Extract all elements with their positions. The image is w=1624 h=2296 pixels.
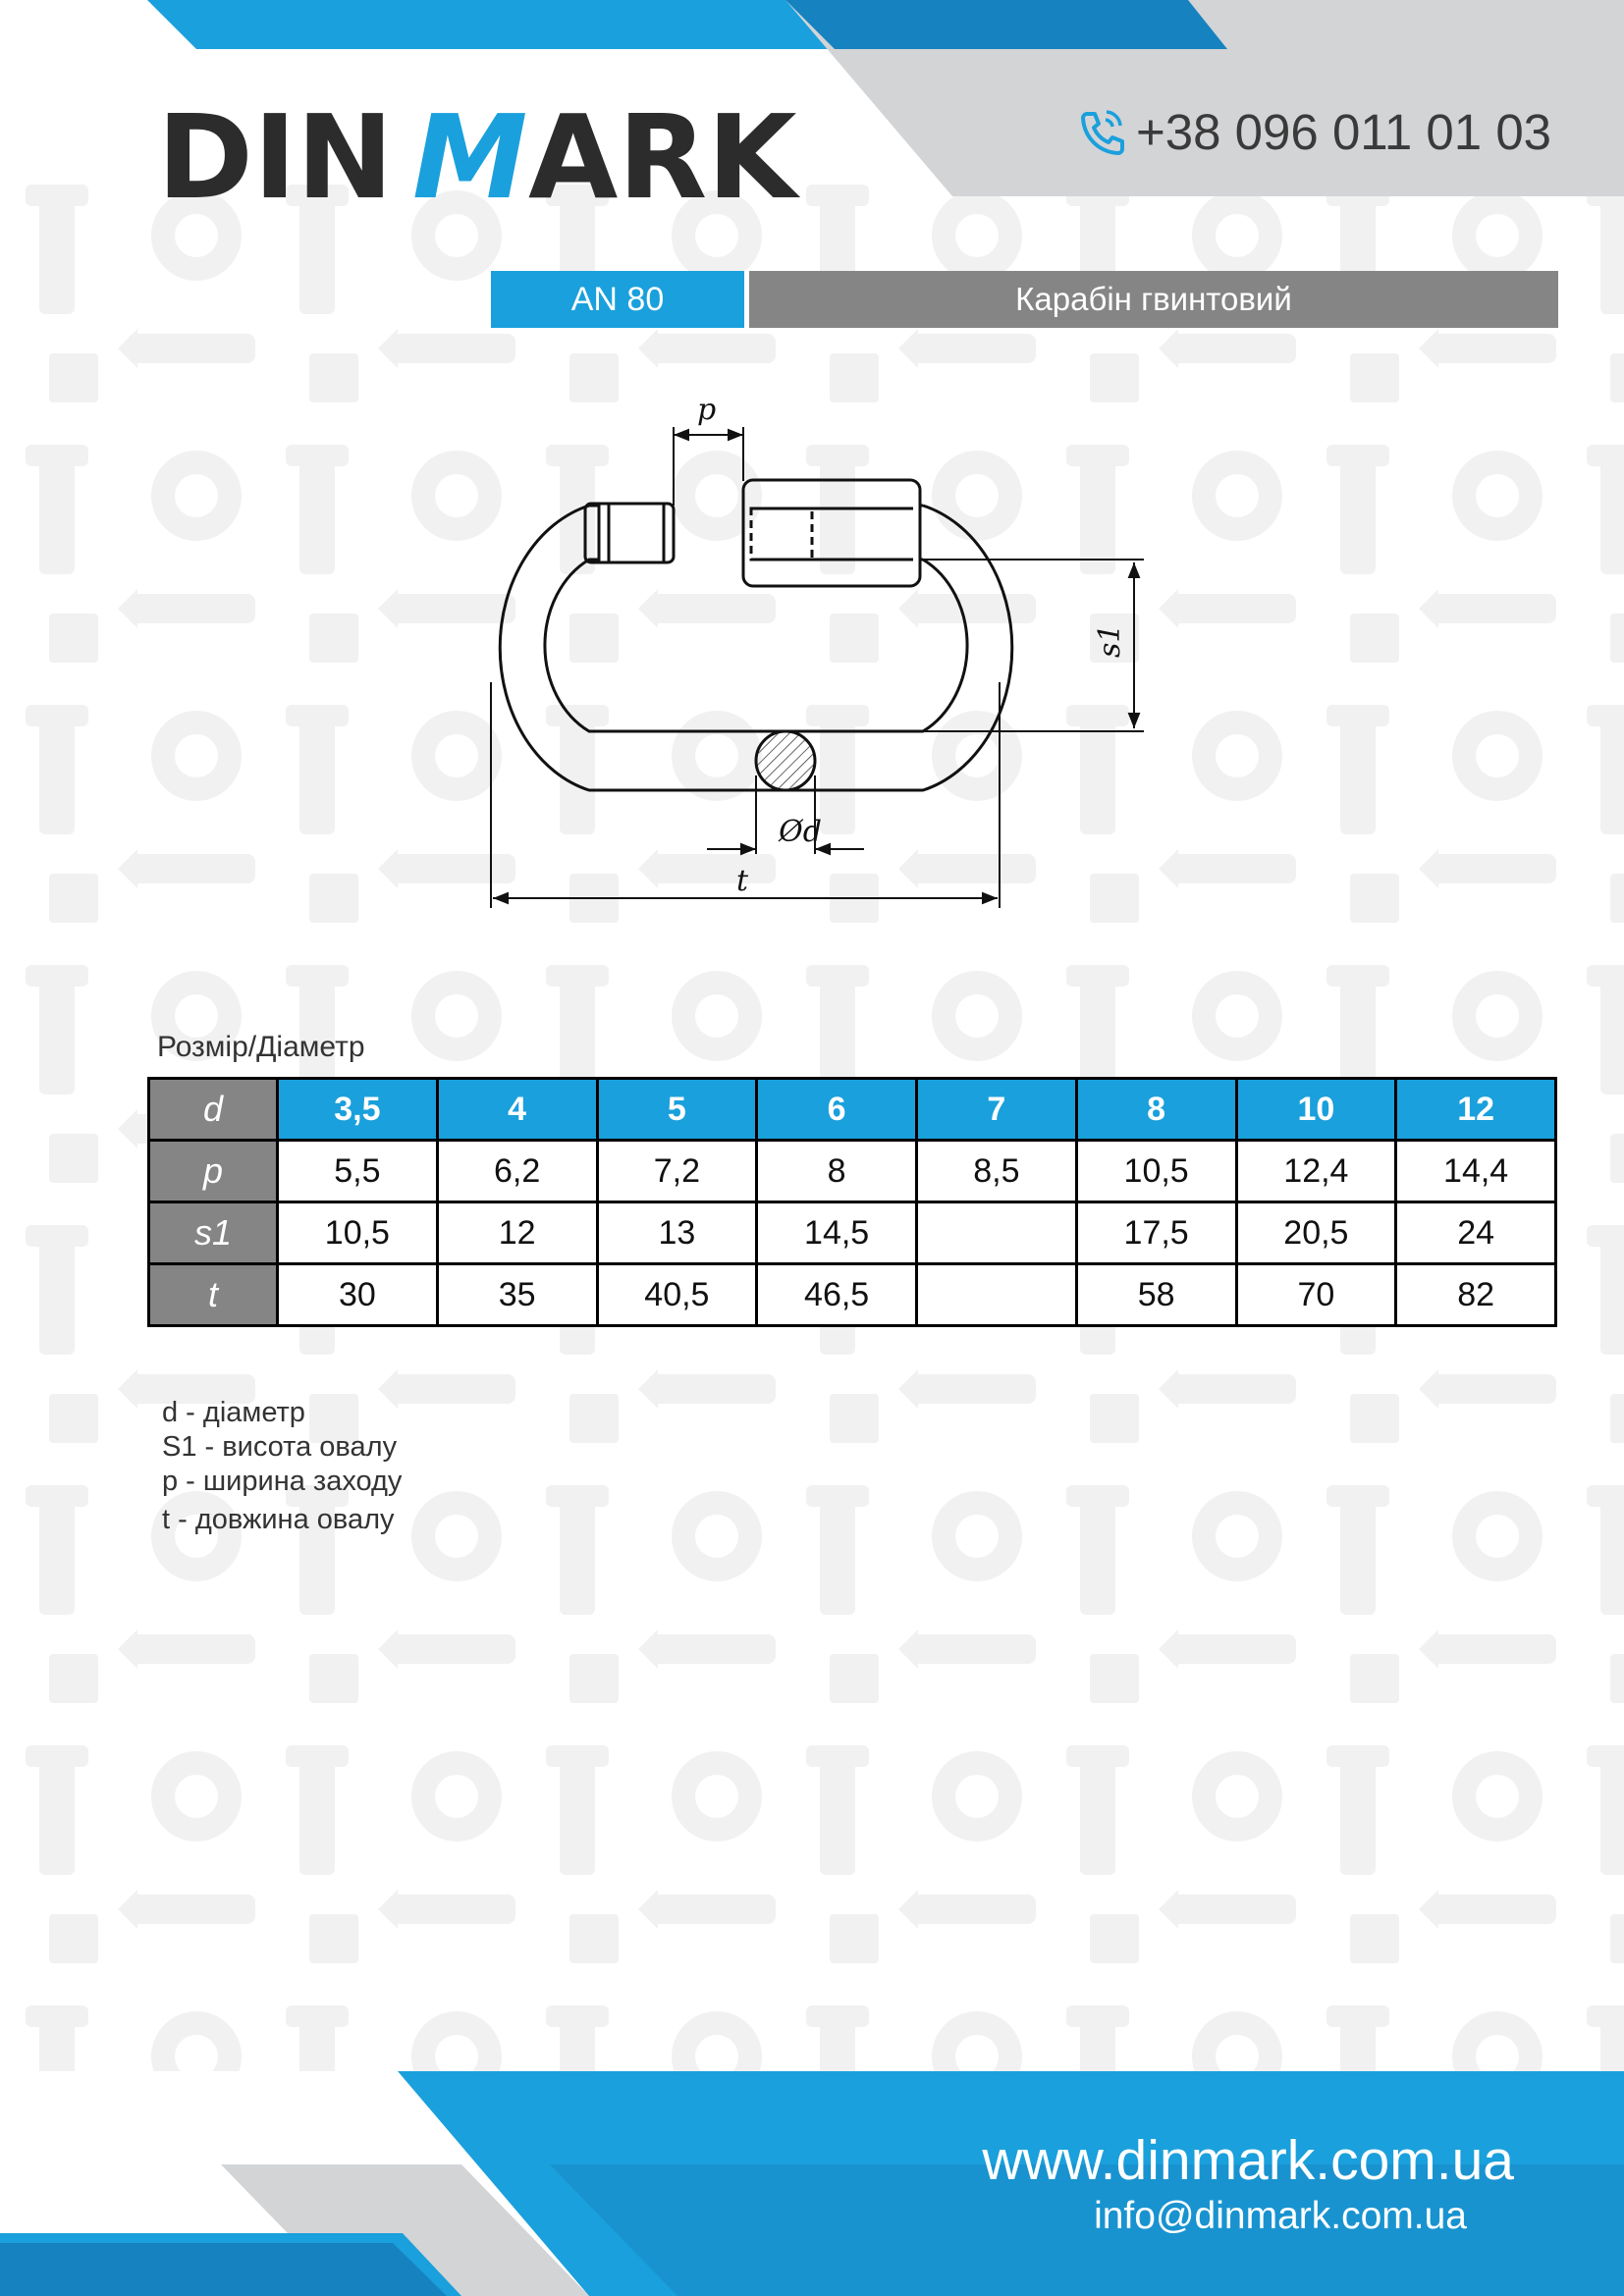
table-cell: [917, 1264, 1077, 1326]
size-header-cell: 6: [757, 1079, 917, 1141]
table-cell: 6,2: [437, 1141, 597, 1202]
table-row: [149, 1264, 1556, 1326]
phone-contact[interactable]: [1075, 102, 1551, 161]
table-cell: 70: [1236, 1264, 1396, 1326]
table-cell: 20,5: [1236, 1202, 1396, 1264]
table-cell: 8: [757, 1141, 917, 1202]
size-header-cell: 12: [1396, 1079, 1556, 1141]
table-cell: 30: [278, 1264, 438, 1326]
table-cell: 58: [1076, 1264, 1236, 1326]
row-header-cell: d: [149, 1079, 278, 1141]
table-cell: 10,5: [1076, 1141, 1236, 1202]
table-row: [149, 1141, 1556, 1202]
svg-text:ARK: ARK: [528, 104, 797, 212]
dim-label-d: Ød: [779, 815, 822, 849]
legend: [162, 1396, 402, 1537]
website-link[interactable]: www.dinmark.com.ua: [982, 2129, 1514, 2192]
size-header-cell: 7: [917, 1079, 1077, 1141]
size-header-cell: 4: [437, 1079, 597, 1141]
table-cell: 5,5: [278, 1141, 438, 1202]
table-cell: 40,5: [597, 1264, 757, 1326]
table-cell: 10,5: [278, 1202, 438, 1264]
svg-text:M: M: [412, 104, 528, 212]
size-header-cell: 5: [597, 1079, 757, 1141]
table-cell: 7,2: [597, 1141, 757, 1202]
table-cell: 35: [437, 1264, 597, 1326]
email-link[interactable]: info@dinmark.com.ua: [1094, 2195, 1467, 2237]
dim-label-p: p: [697, 393, 717, 427]
legend-item: S1 - висота овалу: [162, 1431, 398, 1463]
product-name: Карабін гвинтовий: [749, 271, 1558, 328]
phone-number: +38 096 011 01 03: [1136, 103, 1552, 160]
table-cell: 17,5: [1076, 1202, 1236, 1264]
table-cell: 8,5: [917, 1141, 1077, 1202]
legend-item: p - ширина заходу: [162, 1466, 403, 1497]
size-header-cell: 3,5: [278, 1079, 438, 1141]
dim-label-s1: s1: [1093, 623, 1127, 658]
row-header-cell: p: [149, 1141, 278, 1202]
table-cell: 12,4: [1236, 1141, 1396, 1202]
size-header-cell: 8: [1076, 1079, 1236, 1141]
table-cell: 13: [597, 1202, 757, 1264]
svg-text:DIN: DIN: [157, 104, 394, 212]
table-cell: 46,5: [757, 1264, 917, 1326]
phone-icon: [1075, 106, 1126, 157]
row-header-cell: t: [149, 1264, 278, 1326]
table-cell: [917, 1202, 1077, 1264]
table-cell: 14,4: [1396, 1141, 1556, 1202]
legend-item: t - довжина овалу: [162, 1504, 395, 1535]
table-cell: 12: [437, 1202, 597, 1264]
dim-label-t: t: [736, 864, 749, 898]
product-code: AN 80: [491, 271, 744, 328]
carabiner-drawing: [412, 388, 1159, 937]
row-header-cell: s1: [149, 1202, 278, 1264]
spec-table: [147, 1077, 1557, 1327]
size-header-cell: 10: [1236, 1079, 1396, 1141]
table-caption: Розмір/Діаметр: [157, 1031, 365, 1063]
table-cell: 82: [1396, 1264, 1556, 1326]
legend-item: d - діаметр: [162, 1397, 305, 1428]
table-cell: 14,5: [757, 1202, 917, 1264]
table-cell: 24: [1396, 1202, 1556, 1264]
dinmark-logo: [157, 104, 825, 212]
table-row: [149, 1202, 1556, 1264]
table-header-row: [149, 1079, 1556, 1141]
